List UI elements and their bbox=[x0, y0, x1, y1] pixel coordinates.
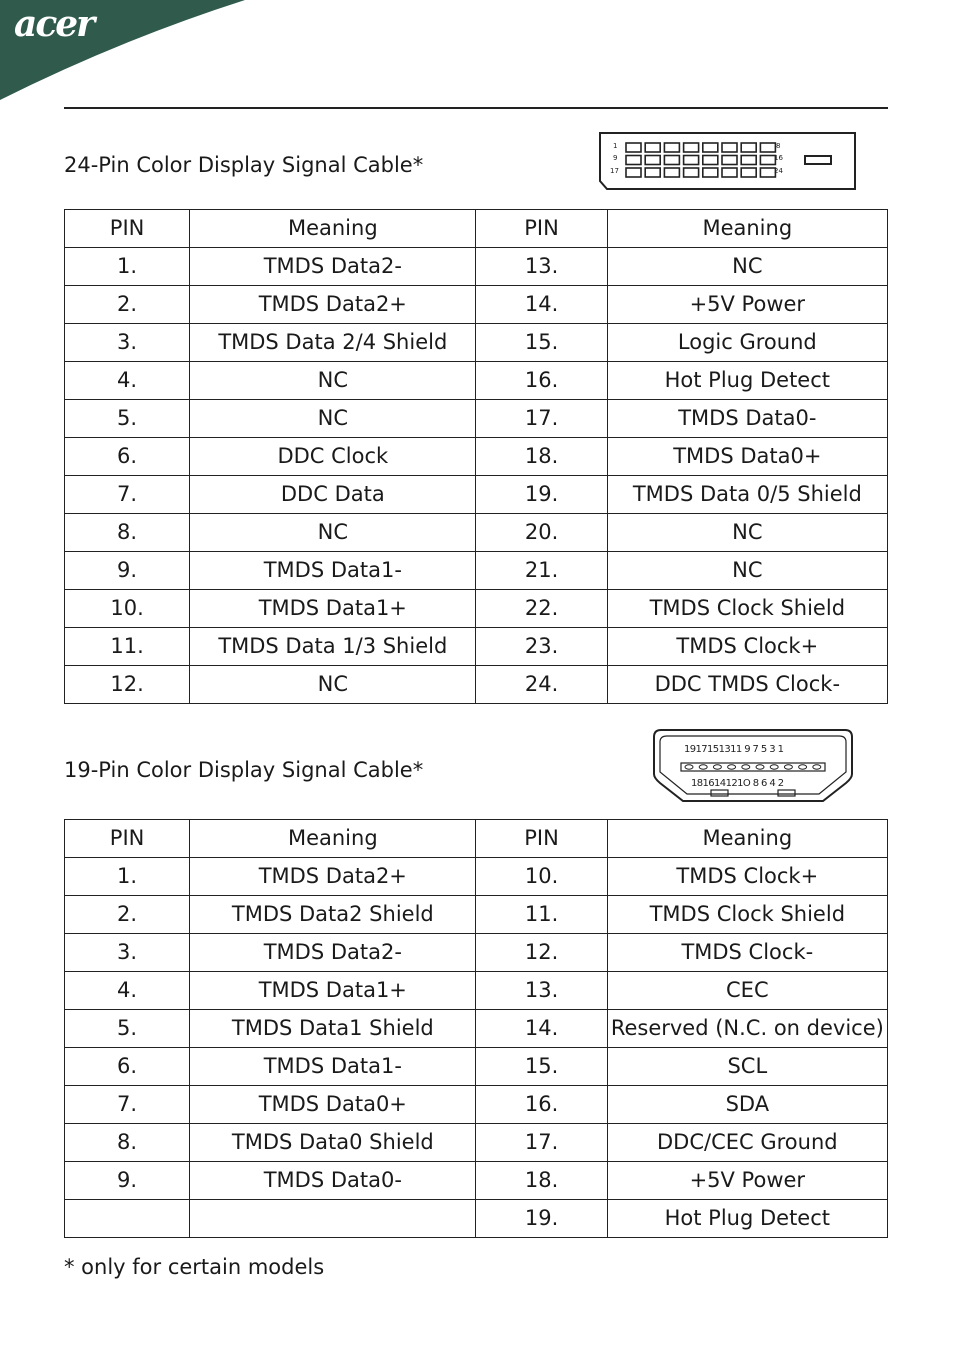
dvi-pin bbox=[760, 143, 775, 152]
dvi-section-title: 24-Pin Color Display Signal Cable* bbox=[64, 153, 424, 177]
acer-logo: acer bbox=[14, 3, 94, 45]
table-row bbox=[65, 514, 888, 552]
dvi-pin bbox=[645, 143, 660, 152]
table-row bbox=[65, 590, 888, 628]
hdmi-pin bbox=[799, 765, 807, 769]
pin-number-cell: 22. bbox=[476, 590, 607, 628]
table-row bbox=[65, 1048, 888, 1086]
pin-number-cell: 18. bbox=[476, 1162, 607, 1200]
pin-meaning-cell bbox=[190, 1200, 476, 1238]
pin-meaning-cell: TMDS Clock+ bbox=[607, 628, 887, 666]
pin-number-cell: 2. bbox=[65, 286, 190, 324]
pin-header: PIN bbox=[65, 210, 190, 248]
dvi-pin bbox=[664, 156, 679, 165]
table-row bbox=[65, 286, 888, 324]
pin-number-cell: 13. bbox=[476, 248, 607, 286]
pin-number-cell: 7. bbox=[65, 1086, 190, 1124]
table-row bbox=[65, 324, 888, 362]
dvi-pin bbox=[684, 156, 699, 165]
dvi-pin bbox=[703, 156, 718, 165]
hdmi-pin bbox=[699, 765, 707, 769]
pin-meaning-cell: TMDS Data1 Shield bbox=[190, 1010, 476, 1048]
dvi-pin bbox=[722, 168, 737, 177]
pin-number-cell: 17. bbox=[476, 400, 607, 438]
pin-number-cell: 16. bbox=[476, 362, 607, 400]
pin-meaning-cell: DDC Data bbox=[190, 476, 476, 514]
dvi-pin bbox=[703, 143, 718, 152]
pin-meaning-cell: TMDS Data 0/5 Shield bbox=[607, 476, 887, 514]
pin-number-cell: 2. bbox=[65, 896, 190, 934]
pin-number-cell bbox=[65, 1200, 190, 1238]
meaning-header: Meaning bbox=[190, 820, 476, 858]
pin-meaning-cell: TMDS Clock+ bbox=[607, 858, 887, 896]
table-row bbox=[65, 552, 888, 590]
pin-meaning-cell: TMDS Data0- bbox=[607, 400, 887, 438]
pin-number-cell: 5. bbox=[65, 1010, 190, 1048]
pin-meaning-cell: TMDS Data 2/4 Shield bbox=[190, 324, 476, 362]
pin-number-cell: 6. bbox=[65, 438, 190, 476]
pin-meaning-cell: NC bbox=[190, 362, 476, 400]
pin-number-cell: 14. bbox=[476, 1010, 607, 1048]
hdmi-even-pin-labels: 181614121O 8 6 4 2 bbox=[691, 778, 784, 789]
pin-meaning-cell: +5V Power bbox=[607, 286, 887, 324]
pin-header: PIN bbox=[476, 210, 607, 248]
dvi-pin bbox=[645, 168, 660, 177]
pin-meaning-cell: TMDS Data2- bbox=[190, 934, 476, 972]
pin-meaning-cell: TMDS Clock Shield bbox=[607, 896, 887, 934]
pin-number-cell: 10. bbox=[65, 590, 190, 628]
pin-number-cell: 14. bbox=[476, 286, 607, 324]
pin-number-cell: 5. bbox=[65, 400, 190, 438]
pin-number-cell: 12. bbox=[476, 934, 607, 972]
pin-meaning-cell: NC bbox=[190, 400, 476, 438]
hdmi-pin bbox=[770, 765, 778, 769]
pin-meaning-cell: TMDS Data0+ bbox=[190, 1086, 476, 1124]
table-row bbox=[65, 858, 888, 896]
footnote: * only for certain models bbox=[64, 1255, 325, 1279]
dvi-label-8: 8 bbox=[776, 142, 781, 150]
pin-meaning-cell: Hot Plug Detect bbox=[607, 1200, 887, 1238]
pin-meaning-cell: SCL bbox=[607, 1048, 887, 1086]
hdmi-pin bbox=[713, 765, 721, 769]
pin-meaning-cell: TMDS Data2+ bbox=[190, 858, 476, 896]
table-row bbox=[65, 400, 888, 438]
pin-number-cell: 9. bbox=[65, 552, 190, 590]
meaning-header: Meaning bbox=[607, 210, 887, 248]
pin-header: PIN bbox=[65, 820, 190, 858]
pin-meaning-cell: TMDS Clock- bbox=[607, 934, 887, 972]
pin-number-cell: 24. bbox=[476, 666, 607, 704]
dvi-pin bbox=[626, 156, 641, 165]
table-row bbox=[65, 438, 888, 476]
table-row bbox=[65, 1200, 888, 1238]
pin-number-cell: 11. bbox=[476, 896, 607, 934]
pin-number-cell: 15. bbox=[476, 324, 607, 362]
dvi-pin-table bbox=[64, 209, 888, 704]
pin-number-cell: 19. bbox=[476, 476, 607, 514]
pin-meaning-cell: TMDS Data0 Shield bbox=[190, 1124, 476, 1162]
pin-number-cell: 9. bbox=[65, 1162, 190, 1200]
hdmi-pin-table bbox=[64, 819, 888, 1238]
dvi-connector-icon bbox=[597, 131, 859, 193]
table-row bbox=[65, 476, 888, 514]
pin-number-cell: 4. bbox=[65, 362, 190, 400]
pin-meaning-cell: TMDS Data1+ bbox=[190, 972, 476, 1010]
pin-number-cell: 8. bbox=[65, 1124, 190, 1162]
pin-meaning-cell: TMDS Data0- bbox=[190, 1162, 476, 1200]
dvi-label-16: 16 bbox=[774, 154, 783, 162]
dvi-label-24: 24 bbox=[774, 167, 783, 175]
hdmi-pin bbox=[685, 765, 693, 769]
dvi-pin bbox=[626, 168, 641, 177]
pin-meaning-cell: DDC/CEC Ground bbox=[607, 1124, 887, 1162]
pin-number-cell: 23. bbox=[476, 628, 607, 666]
dvi-label-17: 17 bbox=[610, 167, 619, 175]
pin-meaning-cell: NC bbox=[190, 514, 476, 552]
dvi-pin bbox=[741, 168, 756, 177]
table-row bbox=[65, 1124, 888, 1162]
table-row bbox=[65, 666, 888, 704]
pin-meaning-cell: TMDS Data1- bbox=[190, 552, 476, 590]
pin-number-cell: 10. bbox=[476, 858, 607, 896]
pin-number-cell: 3. bbox=[65, 324, 190, 362]
pin-number-cell: 4. bbox=[65, 972, 190, 1010]
pin-number-cell: 15. bbox=[476, 1048, 607, 1086]
table-row bbox=[65, 248, 888, 286]
dvi-pin bbox=[722, 143, 737, 152]
dvi-pin bbox=[664, 143, 679, 152]
pin-number-cell: 8. bbox=[65, 514, 190, 552]
dvi-pin bbox=[741, 156, 756, 165]
pin-meaning-cell: CEC bbox=[607, 972, 887, 1010]
pin-meaning-cell: SDA bbox=[607, 1086, 887, 1124]
dvi-pin bbox=[626, 143, 641, 152]
table-row bbox=[65, 628, 888, 666]
pin-meaning-cell: NC bbox=[190, 666, 476, 704]
pin-meaning-cell: TMDS Clock Shield bbox=[607, 590, 887, 628]
pin-number-cell: 21. bbox=[476, 552, 607, 590]
pin-meaning-cell: Logic Ground bbox=[607, 324, 887, 362]
hdmi-section-title: 19-Pin Color Display Signal Cable* bbox=[64, 758, 424, 782]
pin-number-cell: 20. bbox=[476, 514, 607, 552]
pin-header: PIN bbox=[476, 820, 607, 858]
pin-number-cell: 7. bbox=[65, 476, 190, 514]
pin-meaning-cell: TMDS Data1- bbox=[190, 1048, 476, 1086]
hdmi-pin bbox=[756, 765, 764, 769]
dvi-pin bbox=[703, 168, 718, 177]
pin-meaning-cell: Hot Plug Detect bbox=[607, 362, 887, 400]
pin-number-cell: 13. bbox=[476, 972, 607, 1010]
dvi-pin bbox=[741, 143, 756, 152]
pin-meaning-cell: +5V Power bbox=[607, 1162, 887, 1200]
pin-meaning-cell: DDC TMDS Clock- bbox=[607, 666, 887, 704]
pin-meaning-cell: NC bbox=[607, 552, 887, 590]
dvi-pin bbox=[684, 143, 699, 152]
pin-meaning-cell: TMDS Data1+ bbox=[190, 590, 476, 628]
pin-number-cell: 6. bbox=[65, 1048, 190, 1086]
pin-number-cell: 11. bbox=[65, 628, 190, 666]
pin-meaning-cell: TMDS Data 1/3 Shield bbox=[190, 628, 476, 666]
dvi-pin bbox=[722, 156, 737, 165]
table-row bbox=[65, 972, 888, 1010]
pin-number-cell: 12. bbox=[65, 666, 190, 704]
pin-meaning-cell: TMDS Data0+ bbox=[607, 438, 887, 476]
pin-number-cell: 3. bbox=[65, 934, 190, 972]
dvi-label-1: 1 bbox=[613, 142, 618, 150]
table-row bbox=[65, 934, 888, 972]
meaning-header: Meaning bbox=[190, 210, 476, 248]
table-row bbox=[65, 1162, 888, 1200]
table-row bbox=[65, 1010, 888, 1048]
hdmi-pin bbox=[742, 765, 750, 769]
dvi-pin bbox=[684, 168, 699, 177]
pin-meaning-cell: NC bbox=[607, 248, 887, 286]
hdmi-odd-pin-labels: 1917151311 9 7 5 3 1 bbox=[684, 744, 784, 755]
hdmi-pin bbox=[813, 765, 821, 769]
table-row bbox=[65, 896, 888, 934]
dvi-pin bbox=[664, 168, 679, 177]
pin-meaning-cell: TMDS Data2 Shield bbox=[190, 896, 476, 934]
pin-meaning-cell: NC bbox=[607, 514, 887, 552]
pin-meaning-cell: Reserved (N.C. on device) bbox=[607, 1010, 887, 1048]
hdmi-pin bbox=[728, 765, 736, 769]
table-header-row bbox=[65, 820, 888, 858]
dvi-label-9: 9 bbox=[613, 154, 618, 162]
pin-number-cell: 1. bbox=[65, 858, 190, 896]
pin-number-cell: 16. bbox=[476, 1086, 607, 1124]
table-row bbox=[65, 1086, 888, 1124]
meaning-header: Meaning bbox=[607, 820, 887, 858]
header-rule bbox=[64, 107, 888, 109]
table-header-row bbox=[65, 210, 888, 248]
hdmi-connector-icon bbox=[651, 728, 855, 804]
hdmi-pin bbox=[784, 765, 792, 769]
pin-number-cell: 17. bbox=[476, 1124, 607, 1162]
dvi-pin bbox=[645, 156, 660, 165]
table-row bbox=[65, 362, 888, 400]
pin-number-cell: 18. bbox=[476, 438, 607, 476]
pin-number-cell: 19. bbox=[476, 1200, 607, 1238]
pin-meaning-cell: TMDS Data2- bbox=[190, 248, 476, 286]
pin-meaning-cell: TMDS Data2+ bbox=[190, 286, 476, 324]
pin-number-cell: 1. bbox=[65, 248, 190, 286]
pin-meaning-cell: DDC Clock bbox=[190, 438, 476, 476]
